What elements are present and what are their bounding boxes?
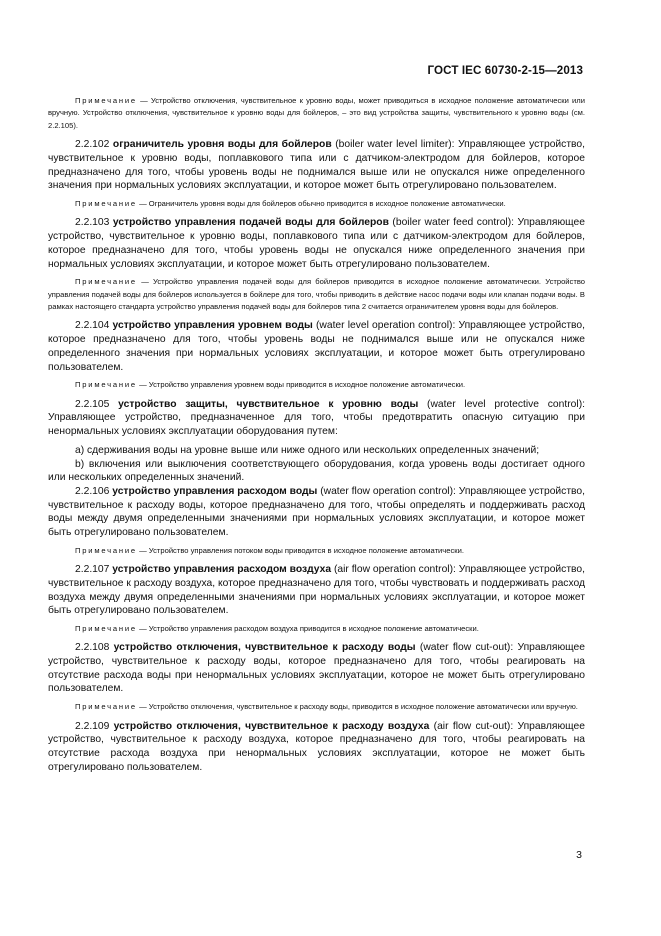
clause-number: 2.2.105: [75, 398, 110, 410]
page-number: 3: [576, 849, 582, 861]
clause-number: 2.2.104: [75, 320, 110, 332]
note-paragraph: [48, 701, 585, 713]
definition-text: (air flow operation control): Управляющее устройство, чувствительное к расходу воздуха, которое предназначено для того, чтобы чувствовать и поддерживать расход воздуха между двумя определенными значениями при нормальных условиях эксплуатации, и которое может быть отрегулировано пользователем.: [48, 564, 585, 617]
standard-header: ГОСТ IEC 60730-2-15—2013: [427, 64, 583, 77]
defined-term: устройство отключения, чувствительное к расходу воды: [113, 642, 416, 654]
definition-paragraph: [48, 720, 585, 775]
definition-text: (boiler water feed control): Управляющее устройство, чувствительное к уровню воды, поплавкового типа или с датчиком-электродом для бойлеров, которое предназначено для того, чтобы уровень воды не опускался ниже определенного значения при нормальных условиях эксплуатации, и которое может быть отрегулировано пользователем.: [48, 217, 585, 270]
note-paragraph: [48, 198, 585, 210]
defined-term: устройство отключения, чувствительное к расходу воздуха: [113, 720, 430, 732]
note-lead: Примечание: [75, 199, 137, 209]
note-lead: Примечание: [75, 277, 137, 287]
definition-text: (water flow cut-out): Управляющее устройство, чувствительное к расходу воды, которое предназначено для того, чтобы реагировать на отсутствие расхода воды при ненормальных условиях эксплуатации, которое не может быть отрегулировано пользователем.: [48, 642, 585, 695]
defined-term: устройство защиты, чувствительное к уровню воды: [118, 398, 419, 410]
note-paragraph: [48, 545, 585, 557]
definition-paragraph: [48, 641, 585, 696]
definition-paragraph: [48, 563, 585, 618]
document-body: [48, 95, 585, 779]
clause-number: 2.2.103: [75, 217, 110, 229]
definition-text: (air flow cut-out): Управляющее устройство, чувствительное к расходу воздуха, которое предназначено для того, чтобы реагировать на отсутствие расхода воздуха при ненормальных условиях эксплуатации, которое не может быть отрегулировано пользователем.: [48, 720, 585, 773]
definition-paragraph: [48, 216, 585, 271]
note-text: — Устройство управления подачей воды для бойлеров приводится в исходное положение автоматически. Устройство управления подачей воды для бойлеров используется в бойлере для того, чтобы приводить в действие насос подачи воды или клапан подачи воды. В рамках настоящего стандарта устройство управления подачей воды для бойлеров типа 2 считается ограничителем уровня воды для бойлеров.: [48, 277, 585, 312]
definition-paragraph: [48, 138, 585, 193]
note-text: — Устройство отключения, чувствительное к расходу воды, приводится в исходное положение автоматически или вручную.: [139, 702, 578, 712]
note-paragraph: [48, 623, 585, 635]
note-lead: Примечание: [75, 623, 137, 633]
defined-term: устройство управления уровнем воды: [112, 320, 313, 332]
clause-number: 2.2.109: [75, 720, 110, 732]
definition-paragraph: [48, 319, 585, 374]
clause-number: 2.2.106: [75, 485, 110, 497]
note-lead: Примечание: [75, 380, 137, 390]
list-item: b) включения или выключения соответствующего оборудования, когда уровень воды достигает одного или нескольких определенных значений.: [48, 458, 585, 484]
defined-term: устройство управления расходом воздуха: [112, 564, 332, 576]
note-paragraph: [48, 379, 585, 391]
definition-text: (water level operation control): Управляющее устройство, которое предназначено для того, чтобы уровень воды не поднимался выше или не опускался ниже определенного значения при нормальных условиях эксплуатации, и которое может быть отрегулировано пользователем.: [48, 320, 586, 373]
definition-text: (water level protective control): Управляющее устройство, предназначенное для того, чтобы предотвратить опасную ситуацию при ненормальных условиях эксплуатации оборудования путем:: [48, 398, 585, 438]
note-lead: Примечание: [75, 96, 137, 105]
defined-term: устройство управления расходом воды: [112, 485, 318, 497]
note-paragraph: [48, 276, 585, 313]
list-item: a) сдерживания воды на уровне выше или ниже одного или нескольких определенных значений;: [75, 444, 540, 456]
note-text: — Ограничитель уровня воды для бойлеров обычно приводится в исходное положение автоматически.: [139, 199, 506, 209]
defined-term: устройство управления подачей воды для бойлеров: [112, 217, 389, 229]
note-lead: Примечание: [75, 702, 137, 712]
definition-text: (water flow operation control): Управляющее устройство, чувствительное к расходу воды, которое предназначено для того, чтобы определять и поддерживать расход воды между двумя определенными значениями при нормальных условиях эксплуатации, и которое может быть отрегулировано пользователем.: [48, 485, 585, 539]
note-text: — Устройство управления потоком воды приводится в исходное положение автоматически.: [139, 545, 464, 555]
note-text: — Устройство управления расходом воздуха приводится в исходное положение автоматически.: [139, 623, 479, 633]
clause-number: 2.2.102: [75, 139, 110, 151]
note-lead: Примечание: [75, 545, 137, 555]
definition-paragraph: [48, 398, 585, 439]
defined-term: ограничитель уровня воды для бойлеров: [112, 139, 332, 151]
clause-number: 2.2.108: [75, 642, 110, 654]
clause-number: 2.2.107: [75, 564, 110, 576]
note-text: — Устройство отключения, чувствительное к уровню воды, может приводиться в исходное положение автоматически или вручную. Устройство отключения, чувствительное к уровню воды для бойлеров, – это вид устройства защиты, чувствительного к уровню воды (см. 2.2.105).: [48, 96, 585, 130]
definition-paragraph: [48, 485, 585, 540]
note-text: — Устройство управления уровнем воды приводится в исходное положение автоматически.: [139, 380, 466, 390]
definition-text: (boiler water level limiter): Управляющее устройство, чувствительное к уровню воды, поплавкового типа или с датчиком-электродом для бойлеров, которое предназначено для того, чтобы уровень воды не поднимался выше или не опускался ниже определенного значения при нормальных условиях эксплуатации, и которое может быть отрегулировано пользователем.: [48, 139, 585, 192]
note-paragraph: [48, 95, 585, 132]
